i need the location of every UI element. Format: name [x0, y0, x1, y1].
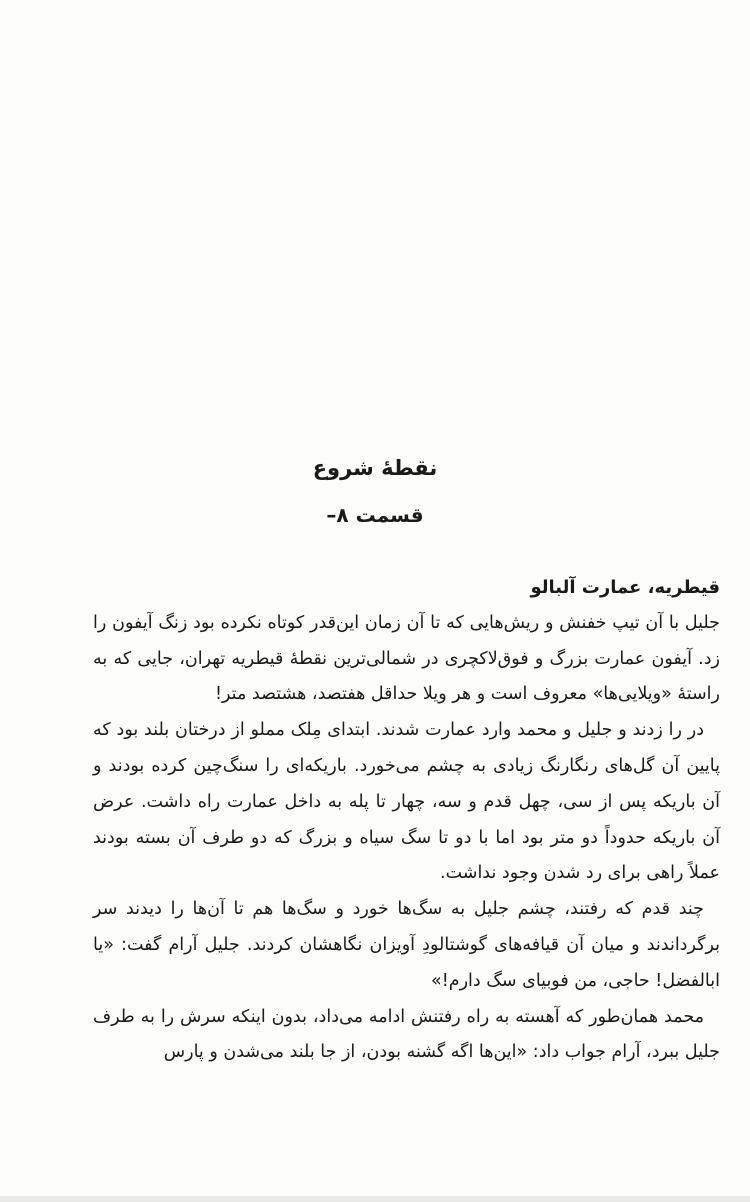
page-bottom-edge [0, 1196, 750, 1202]
body-text [93, 570, 720, 1071]
paragraph: جلیل با آن تیپ خفنش و ریش‌هایی که تا آن زمان این‌قدر کوتاه نکرده بود زنگ آیفون را زد. آیفون عمارت بزرگ و فوق‌لاکچری در شمالی‌ترین نقطهٔ قیطریه تهران، جایی که به راستهٔ «ویلایی‌ها» معروف است و هر ویلا حداقل هفتصد، هشتصد متر! [93, 612, 720, 705]
chapter-title: نقطهٔ شروع [312, 456, 438, 480]
paragraph: در را زدند و جلیل و محمد وارد عمارت شدند. ابتدای مِلک مملو از درختان بلند بود که پایین آن گل‌های رنگارنگ زیادی به چشم می‌خورد. باریکه‌ای را سنگ‌چین کرده بودند و آن باریکه پس از سی، چهل قدم و سه، چهار تا پله به داخل عمارت راه داشت. عرض آن باریکه حدوداً دو متر بود اما با دو تا سگ سیاه و بزرگ که دو طرف آن بسته بودند عملاً راهی برای رد شدن وجود نداشت. [93, 720, 720, 884]
section-heading: قیطریه، عمارت آلبالو [530, 577, 720, 598]
paragraph: محمد همان‌طور که آهسته به راه رفتنش ادامه می‌داد، بدون اینکه سرش را به طرف جلیل ببرد، آرام جواب داد: «این‌ها اگه گشنه بودن، از جا بلند می‌شدن و پارس [93, 1006, 720, 1063]
chapter-part: قسمت ۸– [326, 503, 424, 527]
paragraph: چند قدم که رفتند، چشم جلیل به سگ‌ها خورد و سگ‌ها هم تا آن‌ها را دیدند سر برگرداندند و میان آن قیافه‌های گوشتالودِ آویزان نگاهشان کردند. جلیل آرام گفت: «یا ابالفضل! حاجی، من فوبیای سگ دارم!» [93, 899, 720, 991]
